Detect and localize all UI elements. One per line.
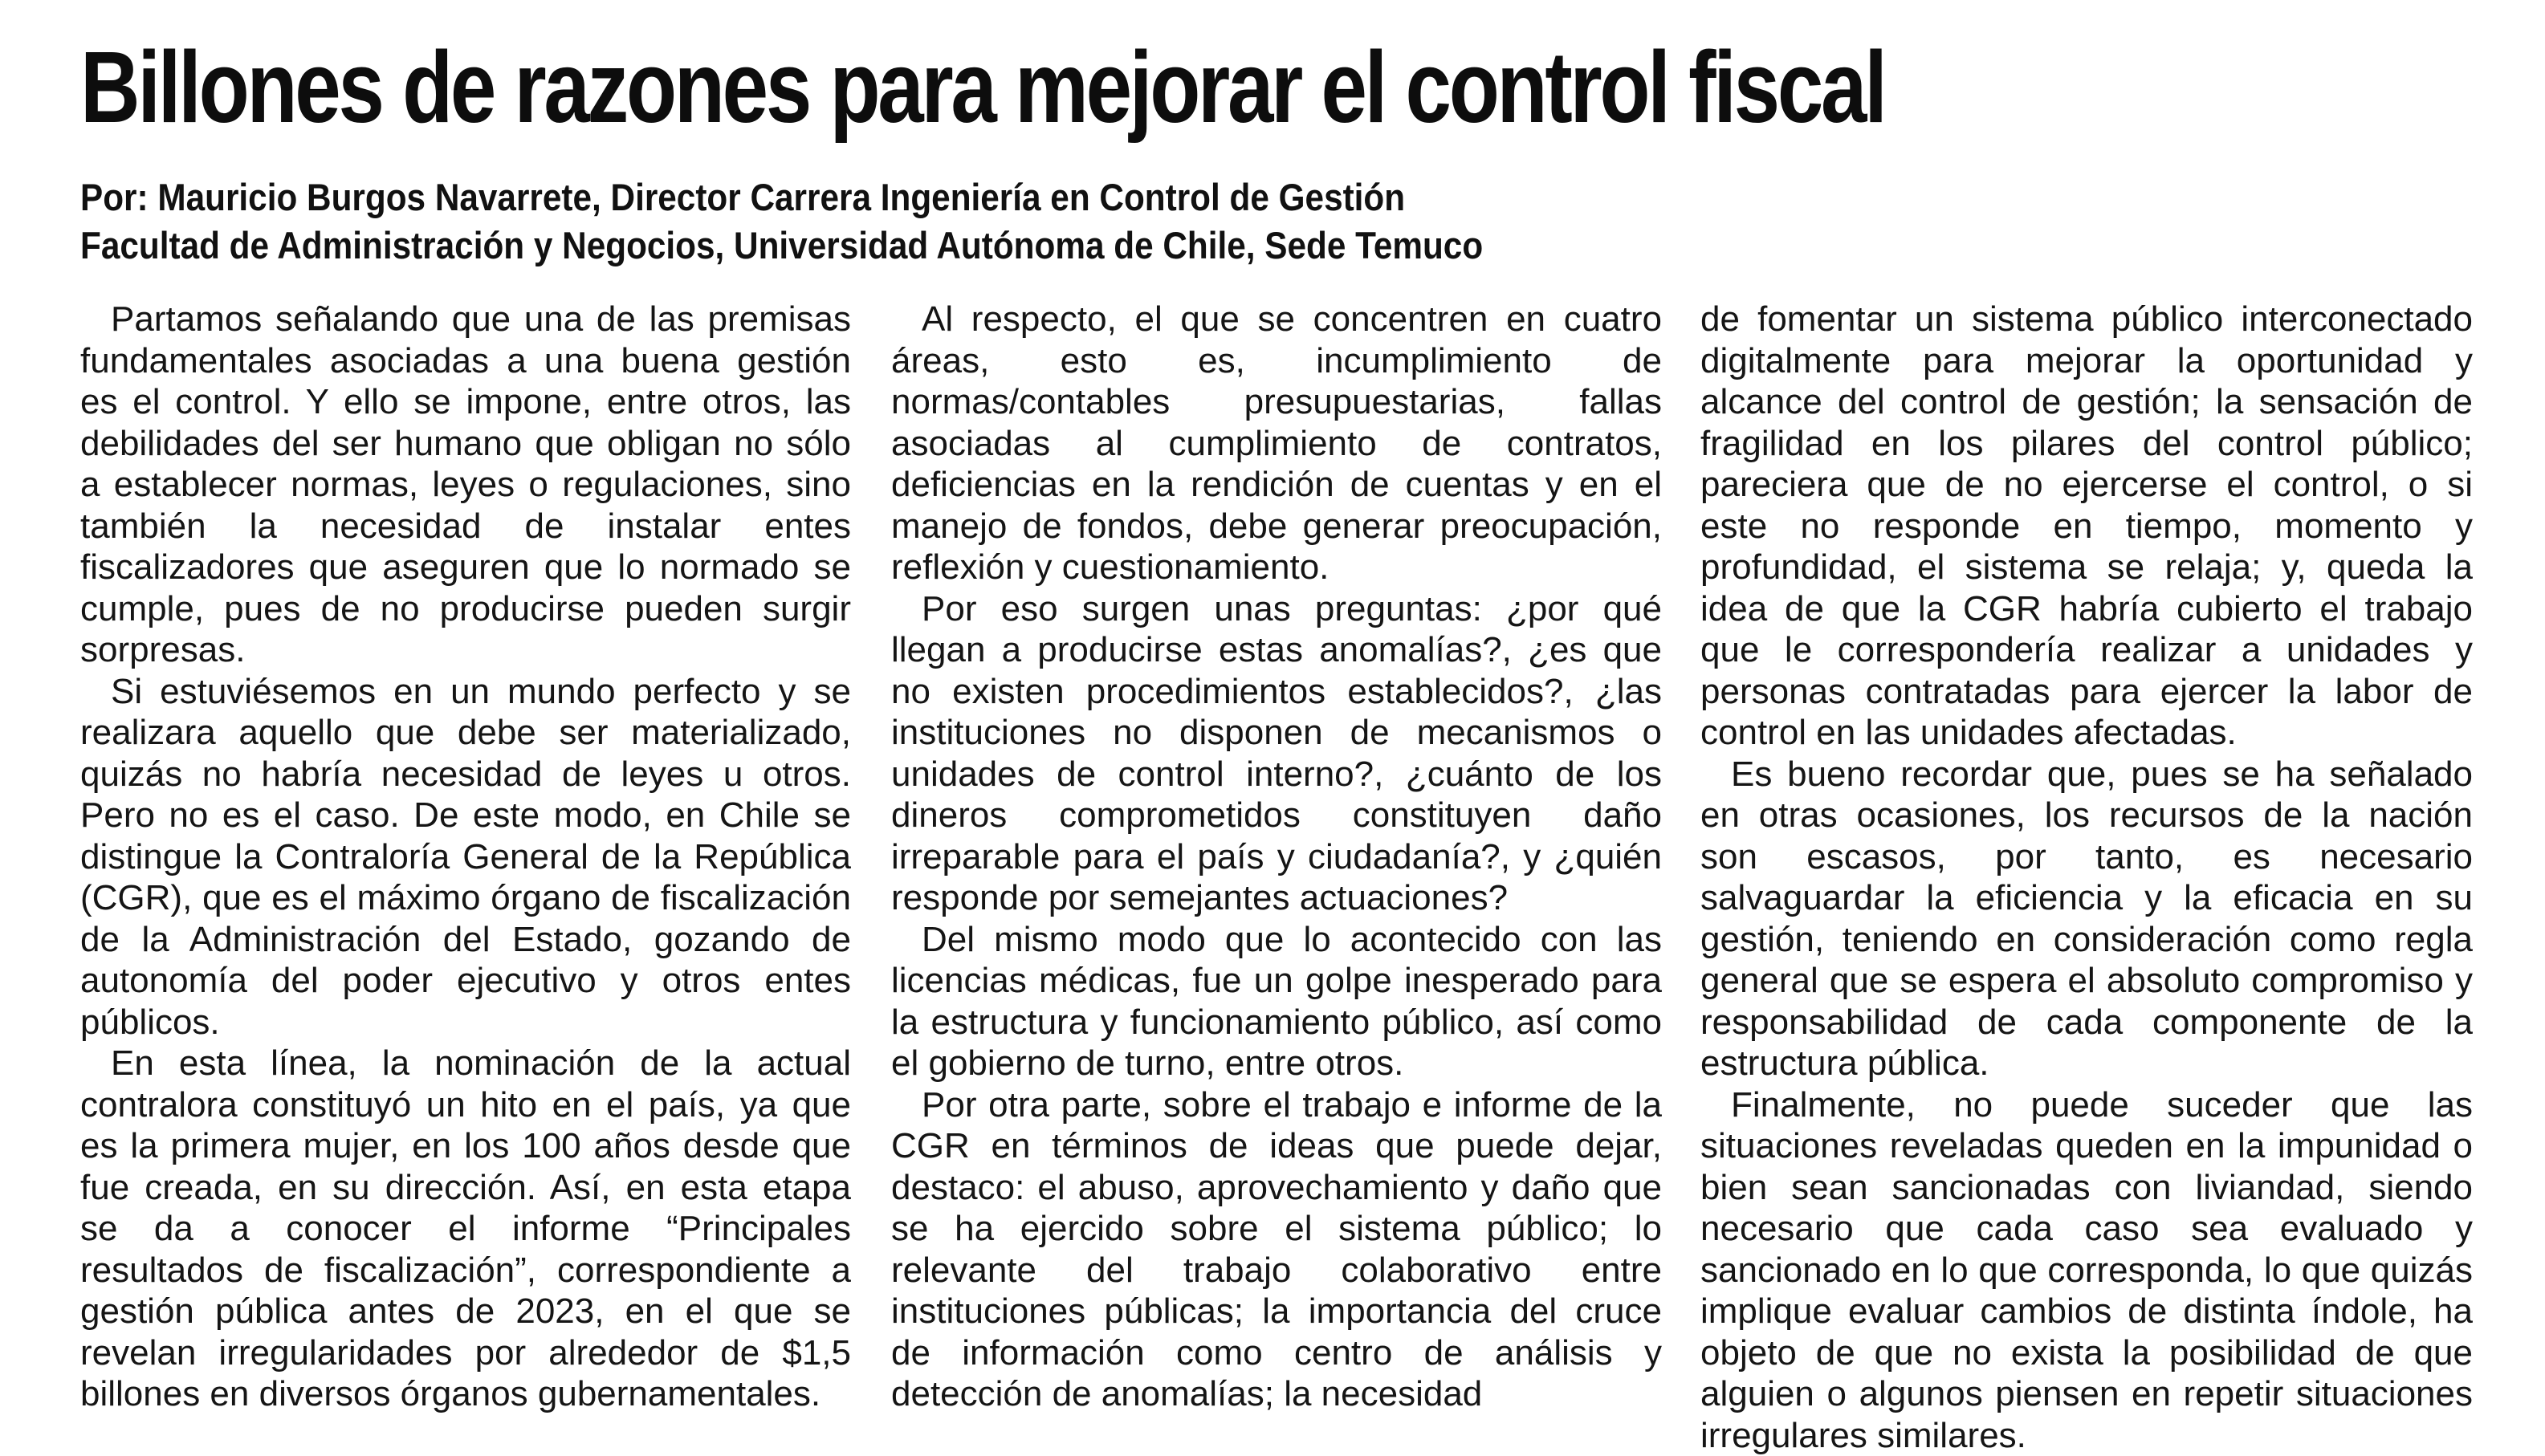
article-column-2 xyxy=(891,299,1662,1415)
paragraph: Del mismo modo que lo acontecido con las licencias médicas, fue un golpe inesperado para la estructura y funcionamiento público, así como el gobierno de turno, entre otros. xyxy=(891,919,1662,1084)
paragraph: Por otra parte, sobre el trabajo e informe de la CGR en términos de ideas que puede dejar, destaco: el abuso, aprovechamiento y daño que se ha ejercido sobre el sistema público; lo relevante del trabajo colaborativo entre instituciones públicas; la importancia del cruce de información como centro de análisis y detección de anomalías; la necesidad xyxy=(891,1084,1662,1415)
article-byline xyxy=(80,173,1814,270)
paragraph: Finalmente, no puede suceder que las situaciones reveladas queden en la impunidad o bien sean sancionadas con liviandad, siendo necesario que cada caso sea evaluado y sancionado en lo que corresponda, lo que quizás implique evaluar cambios de distinta índole, ha objeto de que no exista la posibilidad de que alguien o algunos piensen en repetir situaciones irregulares similares. xyxy=(1700,1084,2473,1456)
article-column-3 xyxy=(1700,299,2473,1456)
byline-affiliation: Facultad de Administración y Negocios, Universidad Autónoma de Chile, Sede Temuco xyxy=(80,222,1814,270)
paragraph: Al respecto, el que se concentren en cuatro áreas, esto es, incumplimiento de normas/contables presupuestarias, fallas asociadas al cumplimiento de contratos, deficiencias en la rendición de cuentas y en el manejo de fondos, debe generar preocupación, reflexión y cuestionamiento. xyxy=(891,299,1662,588)
paragraph: Si estuviésemos en un mundo perfecto y se realizara aquello que debe ser materializado, quizás no habría necesidad de leyes u otros. Pero no es el caso. De este modo, en Chile se distingue la Contraloría General de la República (CGR), que es el máximo órgano de fiscalización de la Administración del Estado, gozando de autonomía del poder ejecutivo y otros entes públicos. xyxy=(80,671,851,1043)
byline-author: Por: Mauricio Burgos Navarrete, Director Carrera Ingeniería en Control de Gestión xyxy=(80,173,1814,222)
paragraph-continued: de fomentar un sistema público interconectado digitalmente para mejorar la oportunidad y alcance del control de gestión; la sensación de fragilidad en los pilares del control público; pareciera que de no ejercerse el control, o si este no responde en tiempo, momento y profundidad, el sistema se relaja; y, queda la idea de que la CGR habría cubierto el trabajo que le correspondería realizar a unidades y personas contratadas para ejercer la labor de control en las unidades afectadas. xyxy=(1700,299,2473,754)
paragraph: Por eso surgen unas preguntas: ¿por qué llegan a producirse estas anomalías?, ¿es que no existen procedimientos establecidos?, ¿las instituciones no disponen de mecanismos o unidades de control interno?, ¿cuánto de los dineros comprometidos constituyen daño irreparable para el país y ciudadanía?, y ¿quién responde por semejantes actuaciones? xyxy=(891,588,1662,919)
paragraph: En esta línea, la nominación de la actual contralora constituyó un hito en el país, ya que es la primera mujer, en los 100 años desde que fue creada, en su dirección. Así, en esta etapa se da a conocer el informe “Principales resultados de fiscalización”, correspondiente a gestión pública antes de 2023, en el que se revelan irregularidades por alrededor de $1,5 billones en diversos órganos gubernamentales. xyxy=(80,1043,851,1415)
article-column-1 xyxy=(80,299,851,1415)
paragraph: Partamos señalando que una de las premisas fundamentales asociadas a una buena gestión es el control. Y ello se impone, entre otros, las debilidades del ser humano que obligan no sólo a establecer normas, leyes o regulaciones, sino también la necesidad de instalar entes fiscalizadores que aseguren que lo normado se cumple, pues de no producirse pueden surgir sorpresas. xyxy=(80,299,851,671)
paragraph: Es bueno recordar que, pues se ha señalado en otras ocasiones, los recursos de la nación son escasos, por tanto, es necesario salvaguardar la eficiencia y la eficacia en su gestión, teniendo en consideración como regla general que se espera el absoluto compromiso y responsabilidad de cada componente de la estructura pública. xyxy=(1700,754,2473,1084)
article-headline: Billones de razones para mejorar el control fiscal xyxy=(80,27,2042,148)
